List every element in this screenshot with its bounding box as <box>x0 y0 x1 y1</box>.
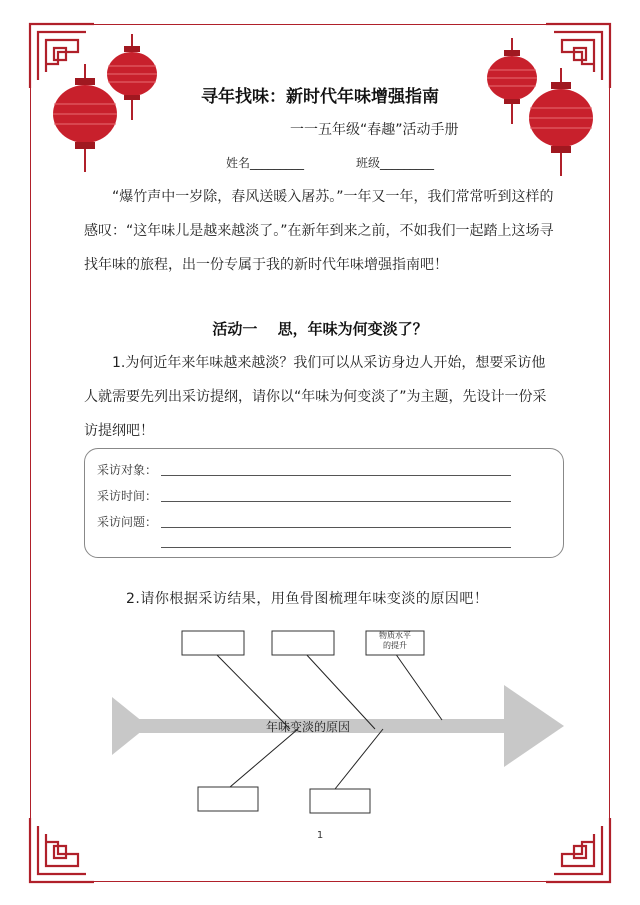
lantern-icon <box>50 64 120 176</box>
interview-time-input-line[interactable] <box>161 501 511 502</box>
fishbone-bone <box>230 729 298 787</box>
fishbone-head-label: 年味变淡的原因 <box>266 720 351 734</box>
interview-question-input-line[interactable] <box>161 547 511 548</box>
interview-outline-box <box>84 448 564 558</box>
activity-heading: 活动一 思，年味为何变淡了？ <box>212 320 428 338</box>
page-number: 1 <box>316 830 324 841</box>
cause-box-empty[interactable] <box>182 631 244 655</box>
name-field-label[interactable]: 姓名_________ <box>226 156 305 170</box>
fishbone-bone <box>395 653 442 720</box>
question-2-text: 2.请你根据采访结果，用鱼骨图梳理年味变淡的原因吧！ <box>126 591 489 607</box>
interview-target-input-line[interactable] <box>161 475 511 476</box>
cause-box-empty[interactable] <box>198 787 258 811</box>
cause-box-text: 物质水平 的提升 <box>379 631 411 650</box>
interview-question-label: 采访问题： <box>97 515 158 529</box>
intro-paragraph: “爆竹声中一岁除，春风送暖入屠苏。”一年又一年，我们常常听到这样的感叹：“这年味儿是越来越淡了。”在新年到来之前，不如我们一起踏上这场寻找年味的旅程，出一份专属于我的新时代年味增强指南吧！ <box>84 189 554 273</box>
interview-target-label: 采访对象： <box>97 463 158 477</box>
interview-question-input-line[interactable] <box>161 527 511 528</box>
page-subtitle: 一一五年级“春趣”活动手册 <box>290 122 459 138</box>
fishbone-bone <box>335 729 383 789</box>
page-title: 寻年找味：新时代年味增强指南 <box>201 87 439 107</box>
question-1-text: 1.为何近年来年味越来越淡？我们可以从采访身边人开始，想要采访他人就需要先列出采访提纲，请你以“年味为何变淡了”为主题，先设计一份采访提纲吧！ <box>84 355 547 439</box>
cause-box-empty[interactable] <box>272 631 334 655</box>
cause-box-empty[interactable] <box>310 789 370 813</box>
corner-ornament-bottom-left <box>28 814 98 884</box>
corner-ornament-bottom-right <box>542 814 612 884</box>
interview-time-label: 采访时间： <box>97 489 158 503</box>
class-field-label[interactable]: 班级_________ <box>356 156 435 170</box>
